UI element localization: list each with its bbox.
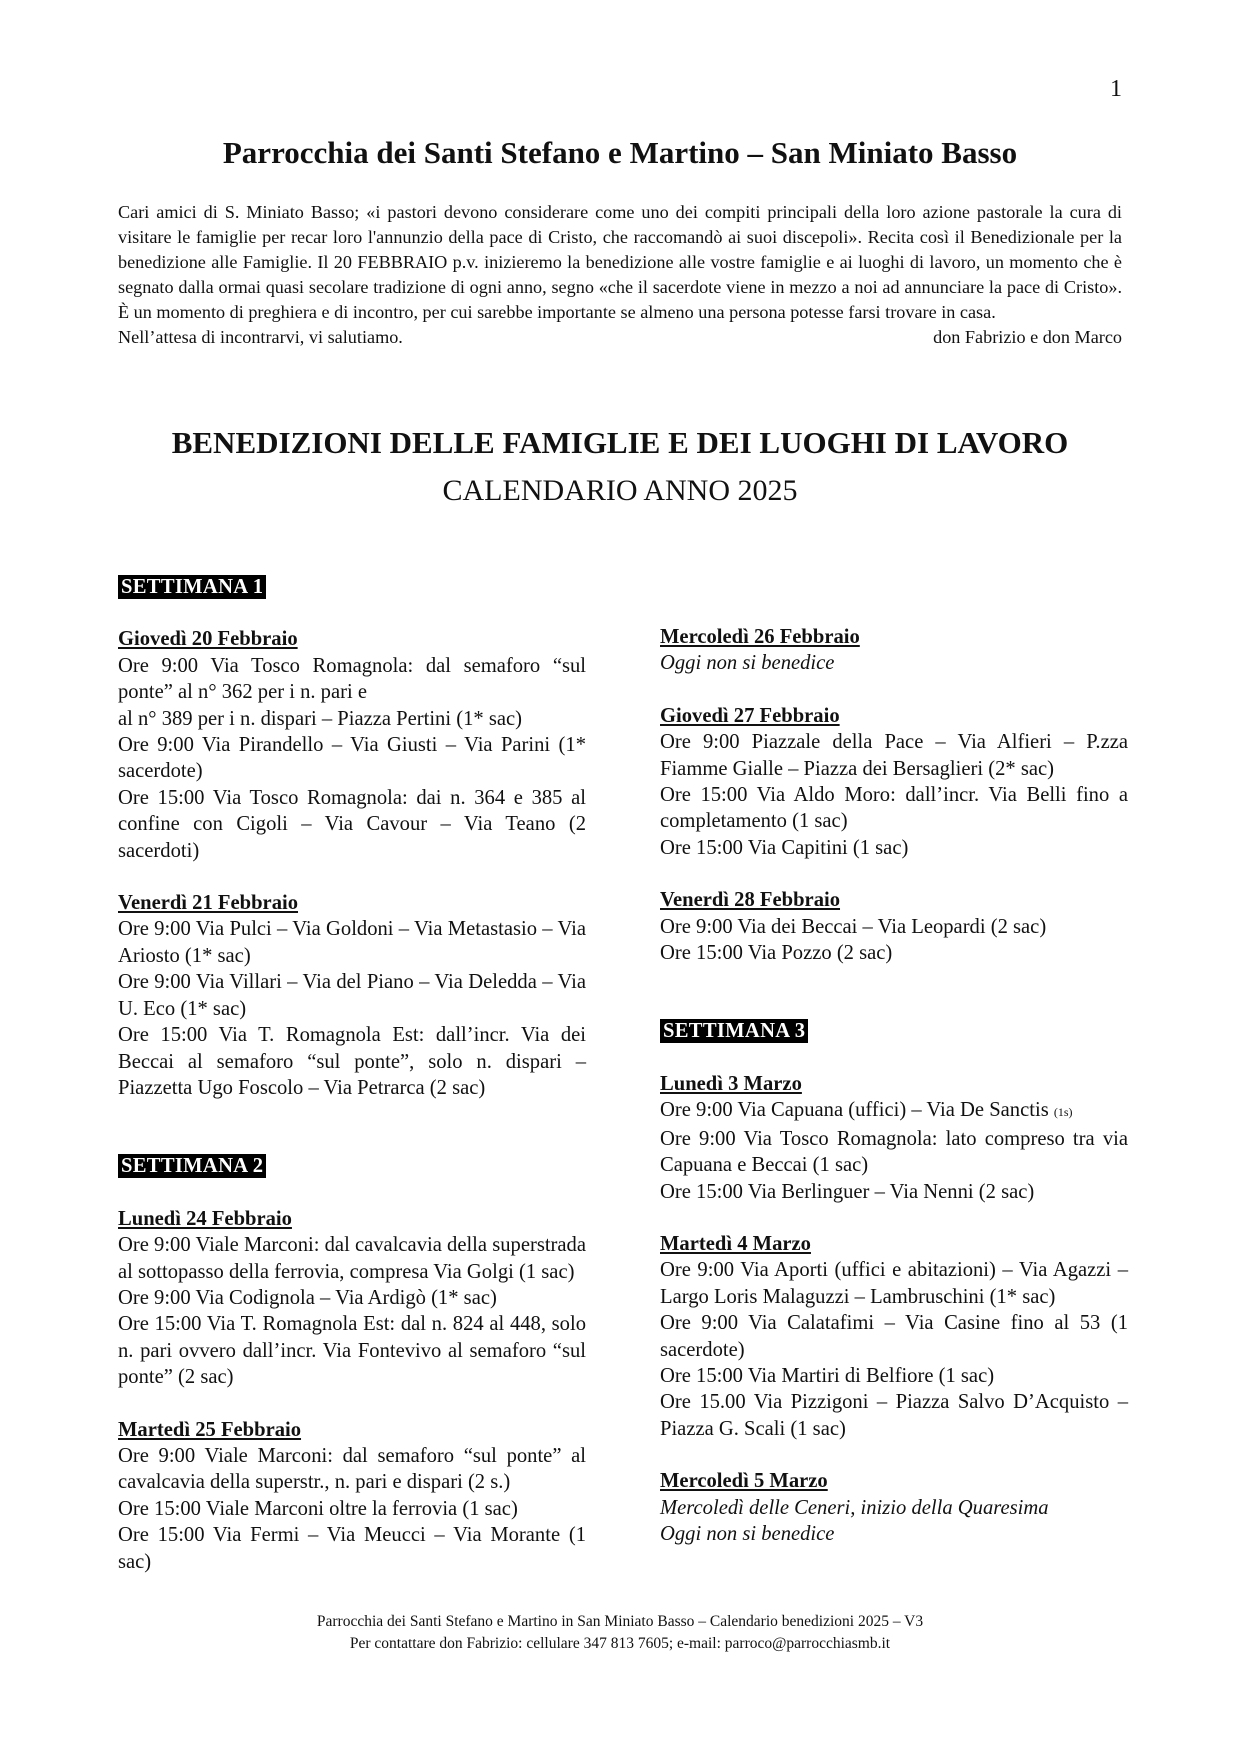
schedule-line: Ore 9:00 Via Pirandello – Via Giusti – Via Parini (1* sacerdote) xyxy=(118,734,586,783)
week-3-badge: SETTIMANA 3 xyxy=(660,1019,808,1043)
schedule-line: Ore 15.00 Via Pizzigoni – Piazza Salvo D’Acquisto – Piazza G. Scali (1 sac) xyxy=(660,1391,1128,1440)
schedule-line: Ore 9:00 Via Calatafimi – Via Casine fino al 53 (1 sacerdote) xyxy=(660,1312,1128,1361)
day-giovedi-20-febbraio xyxy=(118,626,586,864)
schedule-line: Ore 9:00 Piazzale della Pace – Via Alfieri – P.zza Fiamme Gialle – Piazza dei Bersaglieri (2* sac) xyxy=(660,731,1128,780)
intro-signature: don Fabrizio e don Marco xyxy=(933,327,1122,347)
intro-closing: Nell’attesa di incontrarvi, vi salutiamo. xyxy=(118,327,403,347)
right-column xyxy=(660,574,1128,1573)
schedule-line: Ore 9:00 Via Pulci – Via Goldoni – Via Metastasio – Via Ariosto (1* sac) xyxy=(118,918,586,967)
day-title: Venerdì 28 Febbraio xyxy=(660,889,841,912)
schedule-line: Ore 15:00 Via Capitini (1 sac) xyxy=(660,836,909,859)
day-title: Lunedì 24 Febbraio xyxy=(118,1207,292,1230)
no-blessing-note: Oggi non si benedice xyxy=(660,1522,835,1545)
schedule-line: Ore 9:00 Via Villari – Via del Piano – Via Deledda – Via U. Eco (1* sac) xyxy=(118,971,586,1020)
no-blessing-note: Oggi non si benedice xyxy=(660,652,835,675)
day-title: Giovedì 20 Febbraio xyxy=(118,628,298,651)
schedule-line: Ore 15:00 Via T. Romagnola Est: dal n. 824 al 448, solo n. pari ovvero dall’incr. Via Fontevivo al semaforo “sul ponte” (2 sac) xyxy=(118,1313,586,1389)
schedule-line: al n° 389 per i n. dispari – Piazza Pertini (1* sac) xyxy=(118,707,522,730)
schedule-line: Ore 9:00 Via dei Beccai – Via Leopardi (2 sac) xyxy=(660,915,1047,938)
schedule-line: Ore 9:00 Via Codignola – Via Ardigò (1* sac) xyxy=(118,1286,497,1309)
page-title: Parrocchia dei Santi Stefano e Martino – San Miniato Basso xyxy=(222,135,1018,170)
intro-letter xyxy=(118,200,1122,350)
day-title: Giovedì 27 Febbraio xyxy=(660,704,840,727)
schedule-line: Ore 15:00 Via Aldo Moro: dall’incr. Via Belli fino a completamento (1 sac) xyxy=(660,784,1128,833)
day-title: Venerdì 21 Febbraio xyxy=(118,892,299,915)
week-1-label-row xyxy=(118,574,586,600)
spacer xyxy=(118,1127,586,1153)
schedule-line: Ore 15:00 Via Fermi – Via Meucci – Via Morante (1 sac) xyxy=(118,1524,586,1573)
calendar-subheading: CALENDARIO ANNO 2025 xyxy=(442,474,798,507)
schedule-line: Ore 15:00 Via Pozzo (2 sac) xyxy=(660,942,893,965)
spacer xyxy=(660,992,1128,1018)
day-martedi-25-febbraio xyxy=(118,1417,586,1575)
schedule-line: Ore 15:00 Via Tosco Romagnola: dai n. 364 e 385 al confine con Cigoli – Via Cavour – Via Teano (2 sacerdoti) xyxy=(118,786,586,862)
day-giovedi-27-febbraio xyxy=(660,703,1128,861)
schedule-line-text: Ore 9:00 Via Capuana (uffici) – Via De Sanctis xyxy=(660,1099,1049,1122)
schedule-line: Ore 9:00 Viale Marconi: dal cavalcavia della superstrada al sottopasso della ferrovia, compresa Via Golgi (1 sac) xyxy=(118,1234,586,1283)
footer-contact-line: Per contattare don Fabrizio: cellulare 347 813 7605; e-mail: parroco@parrocchiasmb.it xyxy=(349,1635,891,1652)
intro-sign-row xyxy=(118,325,1122,350)
day-title: Martedì 4 Marzo xyxy=(660,1232,811,1255)
left-column xyxy=(118,574,586,1601)
week-1-badge: SETTIMANA 1 xyxy=(118,575,266,599)
schedule-line: Ore 15:00 Via T. Romagnola Est: dall’incr. Via dei Beccai al semaforo “sul ponte”, solo n. dispari – Piazzetta Ugo Foscolo – Via Petrarca (2 sac) xyxy=(118,1024,586,1099)
schedule-line: Ore 9:00 Via Aporti (uffici e abitazioni) – Via Agazzi – Largo Loris Malaguzzi – Lambruschini (1* sac) xyxy=(660,1259,1128,1308)
day-title: Mercoledì 26 Febbraio xyxy=(660,626,860,648)
week-3-label-row xyxy=(660,1018,1128,1044)
day-venerdi-21-febbraio xyxy=(118,890,586,1101)
schedule-line: Ore 15:00 Via Martiri di Belfiore (1 sac) xyxy=(660,1364,995,1387)
priest-count-note: (1s) xyxy=(1053,1105,1073,1120)
day-title: Mercoledì 5 Marzo xyxy=(660,1470,828,1493)
page-number: 1 xyxy=(1110,76,1122,102)
schedule-line: Ore 9:00 Viale Marconi: dal semaforo “sul ponte” al cavalcavia della superstr., n. pari e dispari (2 s.) xyxy=(118,1444,586,1494)
calendar-heading: BENEDIZIONI DELLE FAMIGLIE E DEI LUOGHI DI LAVORO xyxy=(171,425,1069,460)
schedule-line: Ore 9:00 Via Tosco Romagnola: dal semaforo “sul ponte” al n° 362 per i n. pari e xyxy=(118,654,586,704)
day-title: Martedì 25 Febbraio xyxy=(118,1418,302,1441)
day-lunedi-24-febbraio xyxy=(118,1206,586,1391)
day-mercoledi-5-marzo xyxy=(660,1468,1128,1547)
schedule-line: Ore 15:00 Viale Marconi oltre la ferrovia (1 sac) xyxy=(118,1497,518,1520)
ash-wednesday-note: Mercoledì delle Ceneri, inizio della Quaresima xyxy=(660,1496,1049,1519)
schedule-line: Ore 9:00 Via Tosco Romagnola: lato compreso tra via Capuana e Beccai (1 sac) xyxy=(660,1127,1128,1177)
day-lunedi-3-marzo xyxy=(660,1071,1128,1205)
spacer xyxy=(660,574,1128,624)
week-2-label-row xyxy=(118,1153,586,1179)
day-title: Lunedì 3 Marzo xyxy=(660,1072,802,1095)
footer-line-1: Parrocchia dei Santi Stefano e Martino in San Miniato Basso – Calendario benedizioni 2025 – V3 xyxy=(316,1613,924,1630)
schedule-line xyxy=(660,1097,1128,1125)
day-venerdi-28-febbraio xyxy=(660,887,1128,966)
week-2-badge: SETTIMANA 2 xyxy=(118,1154,266,1178)
page-footer xyxy=(0,1611,1240,1655)
schedule-line: Ore 15:00 Via Berlinguer – Via Nenni (2 sac) xyxy=(660,1180,1035,1203)
intro-paragraph: Cari amici di S. Miniato Basso; «i pastori devono considerare come uno dei compiti principali della loro azione pastorale la cura di visitare le famiglie per recar loro l'annunzio della pace di Cristo, che raccomandò ai suoi discepoli». Recita così il Benedizionale per la benedizione alle Famiglie. Il 20 FEBBRAIO p.v. inizieremo la benedizione alle vostre famiglie e ai luoghi di lavoro, un momento che è segnato dalla ormai quasi secolare tradizione di ogni anno, segno «che il sacerdote viene in mezzo a noi ad annunciare la pace di Cristo». È un momento di preghiera e di incontro, per cui sarebbe importante se almeno una persona potesse farsi trovare in casa. xyxy=(118,202,1122,322)
day-mercoledi-26-febbraio xyxy=(660,624,1128,677)
day-martedi-4-marzo xyxy=(660,1231,1128,1442)
